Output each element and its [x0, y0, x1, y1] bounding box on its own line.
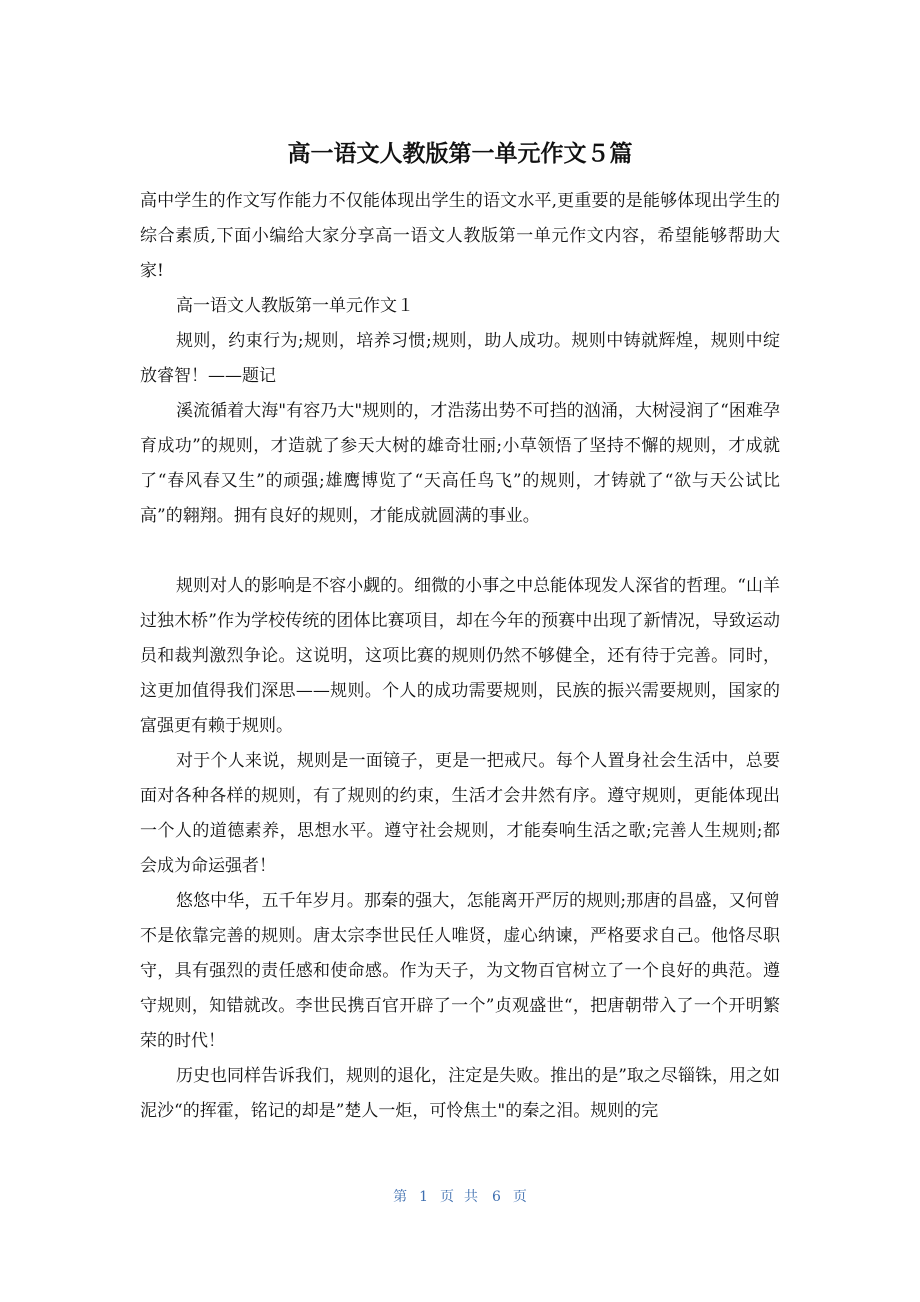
- paragraph: 规则，约束行为;规则，培养习惯;规则，助人成功。规则中铸就辉煌，规则中绽放睿智！——题记: [140, 331, 780, 386]
- paragraph: 高中学生的作文写作能力不仅能体现出学生的语文水平,更重要的是能够体现出学生的综合素质,下面小编给大家分享高一语文人教版第一单元作文内容，希望能够帮助大家!: [140, 191, 780, 281]
- document-title: 高一语文人教版第一单元作文５篇: [287, 141, 633, 167]
- footer-label-of: 页共: [440, 1189, 488, 1205]
- footer-total-pages: 6: [492, 1189, 501, 1205]
- section-heading: 高一语文人教版第一单元作文１: [176, 296, 414, 316]
- document-body: [140, 184, 780, 1129]
- paragraph: 悠悠中华，五千年岁月。那秦的强大，怎能离开严厉的规则;那唐的昌盛，又何曾不是依靠完善的规则。唐太宗李世民任人唯贤，虚心纳谏，严格要求自己。他恪尽职守，具有强烈的责任感和使命感。作为天子，为文物百官树立了一个良好的典范。遵守规则，知错就改。李世民携百官开辟了一个”贞观盛世“，把唐朝带入了一个开明繁荣的时代！: [140, 891, 780, 1051]
- page-footer: [0, 1186, 920, 1208]
- paragraph: 规则对人的影响是不容小觑的。细微的小事之中总能体现发人深省的哲理。“山羊过独木桥”作为学校传统的团体比赛项目，却在今年的预赛中出现了新情况，导致运动员和裁判激烈争论。这说明，这项比赛的规则仍然不够健全，还有待于完善。同时，这更加值得我们深思——规则。个人的成功需要规则，民族的振兴需要规则，国家的富强更有赖于规则。: [140, 576, 780, 736]
- footer-label-end: 页: [512, 1189, 527, 1205]
- paragraph: 溪流循着大海"有容乃大"规则的，才浩荡出势不可挡的汹涌，大树浸润了“困难孕育成功”的规则，才造就了参天大树的雄奇壮丽;小草领悟了坚持不懈的规则，才成就了“春风春又生”的顽强;雄鹰博览了“天高任鸟飞”的规则，才铸就了“欲与天公试比高”的翱翔。拥有良好的规则，才能成就圆满的事业。: [140, 401, 780, 526]
- footer-label-page: 第: [393, 1189, 408, 1205]
- footer-current-page: 1: [419, 1189, 428, 1205]
- paragraph-spacer: [140, 534, 780, 569]
- paragraph: 对于个人来说，规则是一面镜子，更是一把戒尺。每个人置身社会生活中，总要面对各种各样的规则，有了规则的约束，生活才会井然有序。遵守规则，更能体现出一个人的道德素养，思想水平。遵守社会规则，才能奏响生活之歌;完善人生规则;都会成为命运强者！: [140, 751, 780, 876]
- paragraph: 历史也同样告诉我们，规则的退化，注定是失败。推出的是”取之尽锱铢，用之如泥沙“的挥霍，铭记的却是”楚人一炬，可怜焦土"的秦之泪。规则的完: [140, 1066, 780, 1121]
